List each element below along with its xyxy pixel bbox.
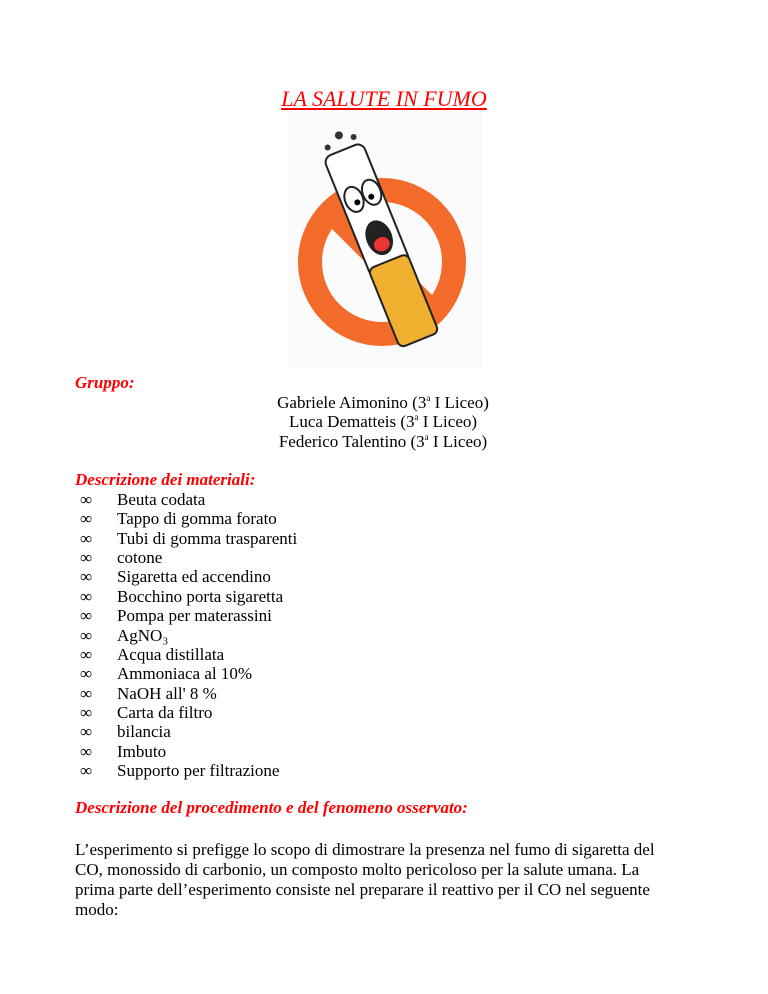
material-item [75,645,297,664]
material-label: cotone [117,548,163,568]
bullet-icon: ∞ [80,548,93,568]
paragraph-line: modo: [75,900,119,919]
material-item [75,490,297,509]
paragraph-line: L’esperimento si prefigge lo scopo di dimostrare la presenza nel fumo di sigaretta del [75,840,655,859]
material-item [75,529,297,548]
group-member: Gabriele Aimonino (3$^a$ I Liceo) [277,393,489,412]
bullet-icon: ∞ [80,586,93,606]
group-heading: Gruppo: [75,373,135,392]
material-item [75,509,297,528]
material-label: Pompa per materassini [117,606,272,626]
bullet-icon: ∞ [80,490,93,509]
no-smoking-image [287,112,482,368]
bullet-icon: ∞ [80,702,93,722]
bullet-icon: ∞ [80,567,93,587]
bullet-icon: ∞ [80,644,93,664]
bullet-icon: ∞ [80,664,93,684]
document-title: LA SALUTE IN FUMO [281,86,487,111]
material-label: Bocchino porta sigaretta [117,586,284,606]
no-smoking-icon [287,112,482,368]
material-item [75,742,297,761]
bullet-icon: ∞ [80,625,93,645]
procedure-heading: Descrizione del procedimento e del fenomeno osservato: [75,798,468,817]
material-item [75,722,297,741]
group-member: Federico Talentino (3$^a$ I Liceo) [278,431,488,451]
material-item [75,626,297,645]
procedure-paragraph [75,840,695,920]
material-label: Supporto per filtrazione [117,761,280,781]
material-label: Sigaretta ed accendino [117,567,271,587]
material-item [75,548,297,567]
bullet-icon: ∞ [80,606,93,626]
paragraph-line: CO, monossido di carbonio, un composto molto pericoloso per la salute umana. La [75,860,640,879]
group-members [230,393,536,451]
bullet-icon: ∞ [80,761,93,781]
bullet-icon: ∞ [80,509,93,529]
material-item [75,567,297,586]
material-label: Tappo di gomma forato [117,509,277,529]
material-label: Carta da filtro [117,702,213,722]
material-item [75,684,297,703]
material-label: AgNO₃ [117,625,169,645]
material-label: bilancia [117,722,171,742]
material-label: Acqua distillata [117,644,225,664]
bullet-icon: ∞ [80,528,93,548]
bullet-icon: ∞ [80,722,93,742]
material-label: Tubi di gomma trasparenti [117,528,298,548]
material-item [75,587,297,606]
material-label: Imbuto [117,741,167,761]
materials-heading: Descrizione dei materiali: [75,470,256,489]
material-label: Beuta codata [117,490,206,509]
material-item [75,761,297,780]
material-item [75,664,297,683]
bullet-icon: ∞ [80,683,93,703]
bullet-icon: ∞ [80,741,93,761]
material-label: NaOH all' 8 % [117,683,217,703]
material-label: Ammoniaca al 10% [117,664,253,684]
materials-list [75,490,297,780]
group-member: Luca Dematteis (3$^a$ I Liceo) [288,412,478,432]
paragraph-line: prima parte dell’esperimento consiste nel preparare il reattivo per il CO nel seguente [75,880,650,899]
material-item [75,606,297,625]
material-item [75,703,297,722]
